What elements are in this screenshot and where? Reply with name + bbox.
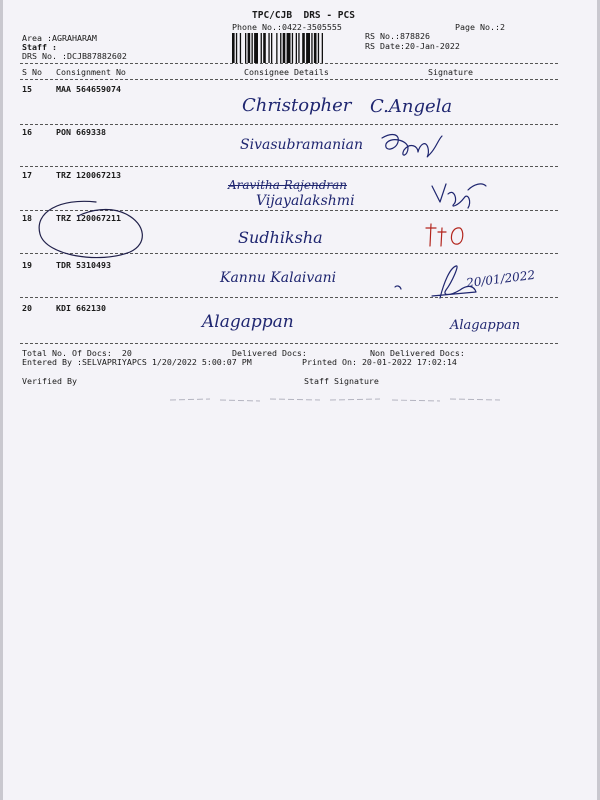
row-consignment: KDI 662130 <box>56 303 106 313</box>
page-number: Page No.:2 <box>455 22 505 32</box>
scan-edge-left <box>0 0 3 800</box>
row-sno: 19 <box>22 260 32 270</box>
handwritten-consignee-name: Sivasubramanian <box>240 137 364 153</box>
row-divider <box>20 124 558 125</box>
phone-number: Phone No.:0422-3505555 <box>232 22 342 32</box>
total-docs: Total No. Of Docs: 20 <box>22 348 132 358</box>
row-sno: 17 <box>22 170 32 180</box>
table-end-rule <box>20 343 558 344</box>
hand-drawn-circle-annotation <box>30 198 148 264</box>
handwritten-signature: C.Angela <box>370 96 453 117</box>
header-rule <box>20 63 558 64</box>
rs-number: RS No.:878826 <box>365 31 430 41</box>
row-consignment: MAA 564659074 <box>56 84 121 94</box>
handwritten-consignee-name: Vijayalakshmi <box>256 193 355 209</box>
row-divider <box>20 166 558 167</box>
area-label: Area :AGRAHARAM <box>22 33 97 43</box>
row-sno: 20 <box>22 303 32 313</box>
handwritten-consignee-name: Christopher <box>242 95 352 116</box>
verified-by-label: Verified By <box>22 376 77 386</box>
ink-dot-mark <box>392 280 406 294</box>
staff-signature-label: Staff Signature <box>304 376 379 386</box>
row-consignment: TDR 5310493 <box>56 260 111 270</box>
handwritten-date: 20/01/2022 <box>465 267 536 291</box>
handwritten-signature: Alagappan <box>450 318 521 333</box>
staff-label: Staff : <box>22 42 57 52</box>
col-consignee: Consignee Details <box>244 67 329 77</box>
non-delivered-docs: Non Delivered Docs: <box>370 348 465 358</box>
row-sno: 16 <box>22 127 32 137</box>
faded-scan-line <box>170 396 500 404</box>
handwritten-signature <box>428 176 488 212</box>
drs-number: DRS No. :DCJB87882602 <box>22 51 127 61</box>
column-header-rule <box>20 79 558 80</box>
handwritten-consignee-name: Kannu Kalaivani <box>220 270 337 286</box>
red-ink-mark <box>420 220 466 250</box>
col-signature: Signature <box>428 67 473 77</box>
delivered-docs: Delivered Docs: <box>232 348 307 358</box>
col-sno: S No <box>22 67 42 77</box>
row-consignment: PON 669338 <box>56 127 106 137</box>
row-sno: 18 <box>22 213 32 223</box>
entered-by: Entered By :SELVAPRIYAPCS 1/20/2022 5:00:07 PM <box>22 357 252 367</box>
handwritten-consignee-name: Alagappan <box>202 312 294 332</box>
rs-date: RS Date:20-Jan-2022 <box>365 41 460 51</box>
document-title: TPC/CJB DRS - PCS <box>252 10 355 21</box>
row-consignment: TRZ 120067213 <box>56 170 121 180</box>
handwritten-signature <box>378 130 448 162</box>
handwritten-consignee-name: Sudhiksha <box>238 228 323 247</box>
col-consignment: Consignment No <box>56 67 126 77</box>
printed-on: Printed On: 20-01-2022 17:02:14 <box>302 357 457 367</box>
struck-out-name: Aravitha Rajendran <box>228 178 348 192</box>
row-sno: 15 <box>22 84 32 94</box>
row-consignment: TRZ 120067211 <box>56 213 121 223</box>
barcode <box>232 33 355 63</box>
